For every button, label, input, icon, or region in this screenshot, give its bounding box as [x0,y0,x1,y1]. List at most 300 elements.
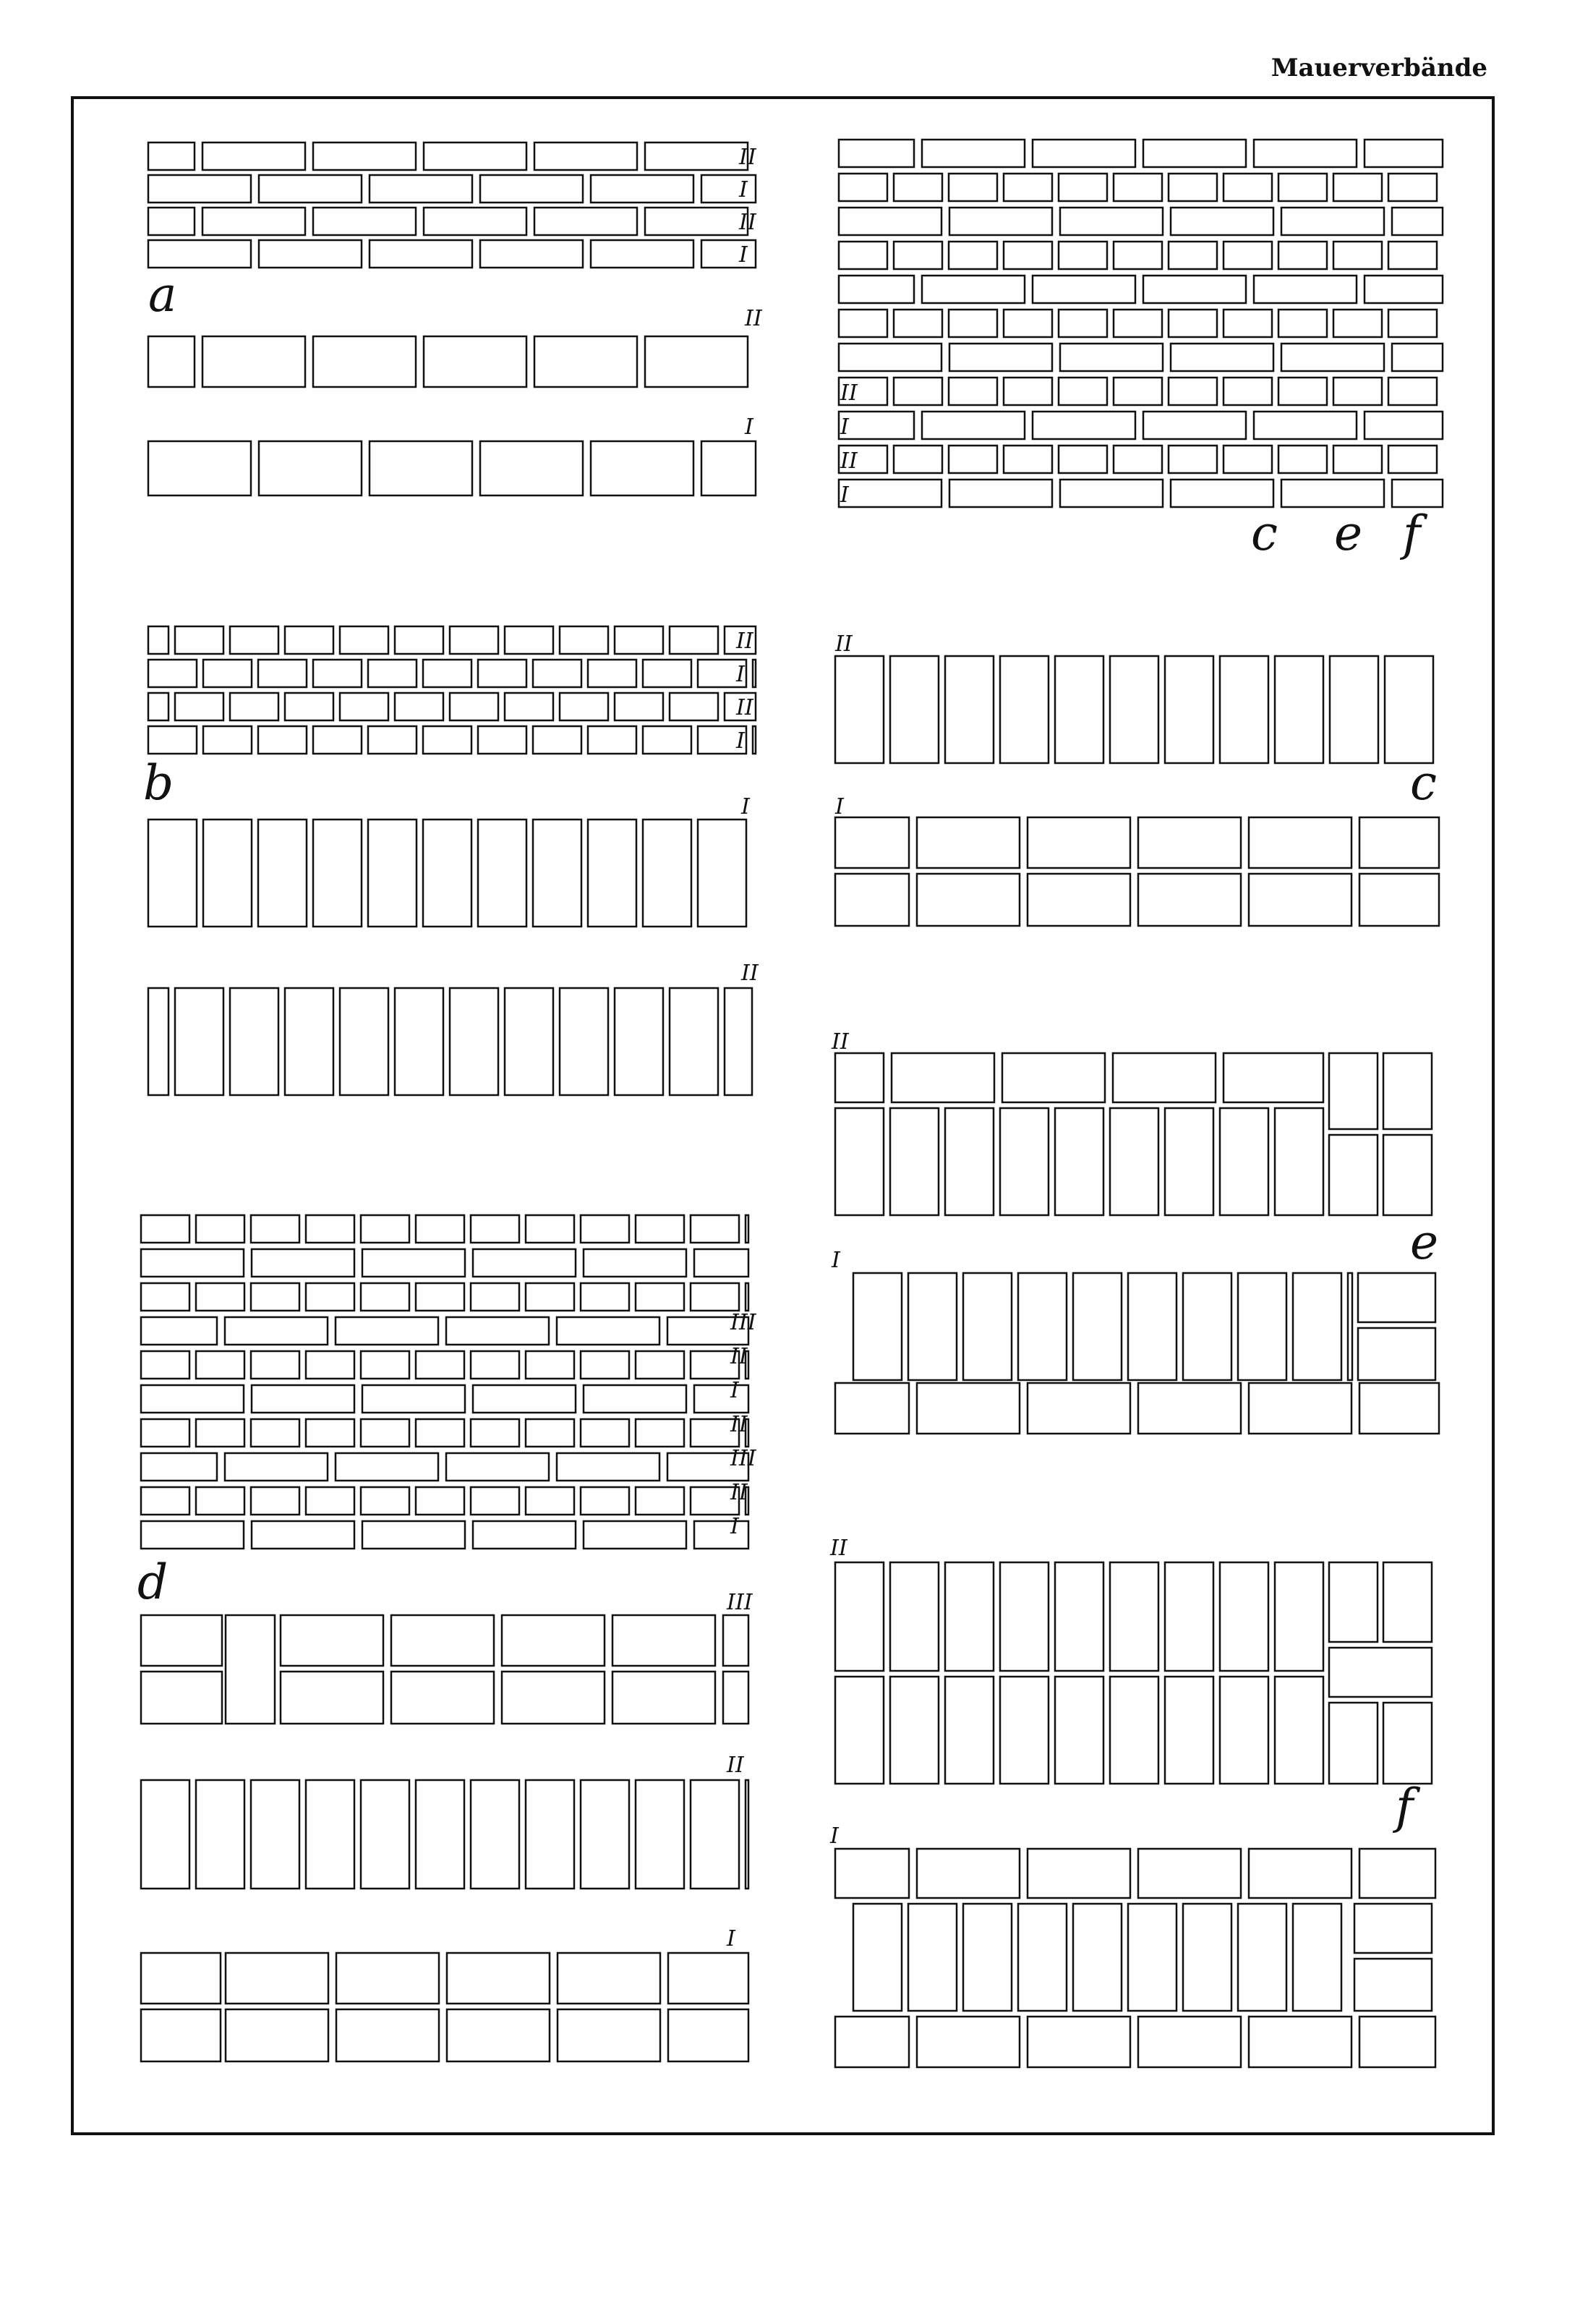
plan-brick [336,2009,439,2061]
header-brick [615,626,663,654]
plan-brick [668,2009,748,2061]
fig-cef-course-mark: II [840,448,858,474]
plan-brick [1018,1904,1067,2011]
plan-brick [725,988,752,1095]
header-brick [1224,174,1272,201]
plan-brick [505,988,553,1095]
plan-brick [1224,1053,1323,1102]
header-brick [230,693,278,720]
stretcher-brick [1143,276,1246,303]
plan-brick [478,820,526,927]
plan-brick [917,1849,1020,1898]
stretcher-brick [148,175,251,203]
plan-brick [285,988,333,1095]
header-brick [636,1487,684,1515]
plan-brick [1002,1053,1105,1102]
header-brick [1059,378,1107,405]
plan-brick [1000,1562,1049,1671]
plan-brick [1238,1904,1286,2011]
header-brick [230,626,278,654]
fig-d-plan-course-mark: III [727,1590,753,1615]
plan-brick [306,1780,354,1889]
header-brick [753,726,756,754]
stretcher-brick [922,412,1025,439]
plan-brick [917,2017,1020,2067]
stretcher-brick [1171,208,1273,235]
fig-c-plan-course-mark: II [835,631,853,657]
stretcher-brick [839,344,941,371]
fig-b-course-mark: I [736,728,745,754]
plan-brick [1138,817,1241,868]
plan-brick [391,1672,494,1724]
plan-brick [723,1672,748,1724]
header-brick [306,1215,354,1243]
header-brick [471,1283,519,1311]
plan-brick [1238,1273,1286,1380]
plan-brick [1000,1108,1049,1215]
plan-brick [1359,2017,1435,2067]
plan-brick [1359,874,1439,926]
stretcher-brick [473,1249,576,1277]
plan-brick [945,1108,994,1215]
plan-brick [1383,1135,1432,1215]
header-brick [416,1283,464,1311]
figure-label-e-top: e [1334,506,1363,561]
plan-brick [701,441,756,495]
stretcher-brick [141,1317,217,1345]
header-brick [1224,310,1272,337]
fig-a-course-mark: II [739,210,756,235]
header-brick [1388,242,1437,269]
plan-brick [670,988,718,1095]
plan-brick [835,1108,884,1215]
header-brick [526,1351,574,1379]
stretcher-brick [480,175,583,203]
header-brick [148,726,197,754]
stretcher-brick [645,142,748,170]
plan-brick [1028,1849,1130,1898]
plan-brick [1183,1273,1231,1380]
plan-brick [1110,1677,1158,1784]
header-brick [894,242,942,269]
header-brick [894,310,942,337]
stretcher-brick [839,208,941,235]
header-brick [340,626,388,654]
plan-brick [945,1562,994,1671]
plan-brick [340,988,388,1095]
header-brick [416,1215,464,1243]
stretcher-brick [1365,140,1443,167]
plan-brick [361,1780,409,1889]
header-brick [251,1419,299,1447]
stretcher-brick [1254,276,1357,303]
header-brick [471,1487,519,1515]
plan-brick [447,2009,550,2061]
header-brick [1169,242,1217,269]
plan-brick [643,820,691,927]
header-brick [1004,446,1052,473]
header-brick [203,726,252,754]
header-brick [1278,242,1327,269]
stretcher-brick [1033,276,1135,303]
stretcher-brick [446,1317,549,1345]
plan-brick [1138,2017,1241,2067]
plan-brick [1128,1904,1177,2011]
plan-brick [1329,1648,1432,1697]
plan-brick [668,1953,748,2004]
plan-brick [1055,1677,1103,1784]
plan-brick [963,1273,1012,1380]
header-brick [1059,174,1107,201]
header-brick [560,693,608,720]
header-brick [636,1351,684,1379]
header-brick [478,660,526,687]
fig-a-plan-course-mark: I [745,414,753,440]
plan-brick [259,441,362,495]
plan-brick [1073,1904,1122,2011]
stretcher-brick [1060,208,1163,235]
stretcher-brick [922,140,1025,167]
header-brick [141,1283,189,1311]
stretcher-brick [1281,480,1384,507]
plan-brick [890,1108,939,1215]
header-brick [368,660,417,687]
stretcher-brick [148,142,195,170]
stretcher-brick [336,1317,438,1345]
header-brick [306,1283,354,1311]
stretcher-brick [252,1385,354,1413]
stretcher-brick [1143,140,1246,167]
header-brick [175,693,223,720]
header-brick [141,1351,189,1379]
header-brick [368,726,417,754]
header-brick [526,1283,574,1311]
stretcher-brick [202,142,305,170]
plan-brick [281,1615,383,1666]
header-brick [361,1215,409,1243]
stretcher-brick [424,142,526,170]
plan-brick [1000,1677,1049,1784]
plan-brick [835,2017,909,2067]
plan-brick [892,1053,994,1102]
plan-brick [917,817,1020,868]
header-brick [581,1215,629,1243]
header-brick [526,1487,574,1515]
plan-brick [890,1562,939,1671]
plan-brick [1275,656,1323,763]
header-brick [1114,378,1162,405]
fig-b-course-mark: II [736,695,753,720]
plan-brick [1359,1849,1435,1898]
plan-brick [1000,656,1049,763]
plan-brick [336,1953,439,2004]
plan-brick [963,1904,1012,2011]
fig-c-plan-course-mark: I [835,794,844,820]
fig-cef-course-mark: II [840,380,858,406]
plan-brick [1348,1273,1352,1380]
header-brick [1169,446,1217,473]
stretcher-brick [1060,344,1163,371]
fig-b-plan-course-mark: I [741,794,750,820]
header-brick [423,660,471,687]
stretcher-brick [645,208,748,235]
header-brick [1278,174,1327,201]
header-brick [581,1487,629,1515]
stretcher-brick [1392,344,1443,371]
plan-brick [645,336,748,387]
header-brick [1224,378,1272,405]
plan-brick [447,1953,550,2004]
header-brick [1114,174,1162,201]
plan-brick [148,441,251,495]
header-brick [395,626,443,654]
header-brick [471,1215,519,1243]
header-brick [361,1487,409,1515]
stretcher-brick [313,208,416,235]
fig-b-course-mark: I [736,662,745,687]
fig-d-course-mark: I [730,1378,739,1403]
header-brick [251,1351,299,1379]
header-brick [306,1351,354,1379]
plan-brick [141,1953,221,2004]
stretcher-brick [839,480,941,507]
fig-a-course-mark: I [739,242,748,268]
fig-f-plan-course-mark: II [830,1536,847,1561]
plan-brick [835,1053,884,1102]
header-brick [839,242,887,269]
header-brick [636,1283,684,1311]
header-brick [471,1351,519,1379]
header-brick [340,693,388,720]
stretcher-brick [313,142,416,170]
plan-brick [1220,1562,1268,1671]
fig-cef-course-mark: I [840,414,849,440]
stretcher-brick [584,1521,686,1549]
stretcher-brick [473,1385,576,1413]
plan-brick [1249,1383,1351,1434]
fig-d-plan-course-mark: II [727,1753,744,1778]
plan-brick [558,1953,660,2004]
stretcher-brick [922,276,1025,303]
header-brick [1169,310,1217,337]
header-brick [753,660,756,687]
plan-brick [1128,1273,1177,1380]
header-brick [313,726,362,754]
header-brick [471,1419,519,1447]
plan-brick [471,1780,519,1889]
plan-brick [226,2009,328,2061]
header-brick [691,1283,739,1311]
stretcher-brick [424,208,526,235]
stretcher-brick [1365,276,1443,303]
stretcher-brick [362,1521,465,1549]
plan-brick [560,988,608,1095]
plan-brick [1358,1328,1435,1380]
header-brick [148,693,168,720]
plan-brick [636,1780,684,1889]
stretcher-brick [1254,140,1357,167]
stretcher-brick [370,240,472,268]
plan-brick [1385,656,1433,763]
header-brick [1388,174,1437,201]
stretcher-brick [1171,480,1273,507]
figure-label-f: f [1396,1779,1414,1834]
stretcher-brick [534,208,637,235]
header-brick [949,378,997,405]
plan-brick [1358,1273,1435,1322]
stretcher-brick [259,175,362,203]
stretcher-brick [259,240,362,268]
stretcher-brick [141,1385,244,1413]
plan-brick [890,656,939,763]
plan-brick [1055,1562,1103,1671]
plan-brick [1275,1108,1323,1215]
header-brick [361,1283,409,1311]
plan-brick [148,988,168,1095]
plan-brick [1329,1703,1378,1784]
header-brick [196,1487,244,1515]
plan-brick [853,1904,902,2011]
stretcher-brick [336,1453,438,1481]
stretcher-brick [141,1453,217,1481]
plan-brick [1055,656,1103,763]
header-brick [196,1351,244,1379]
brick-layer [141,140,1443,2067]
header-brick [306,1487,354,1515]
header-brick [1333,242,1382,269]
header-brick [533,660,581,687]
stretcher-brick [1060,480,1163,507]
header-brick [141,1215,189,1243]
stretcher-brick [584,1249,686,1277]
plan-brick [1329,1135,1378,1215]
plan-brick [258,820,307,927]
header-brick [416,1487,464,1515]
stretcher-brick [557,1453,659,1481]
stretcher-brick [225,1317,328,1345]
header-brick [894,446,942,473]
stretcher-brick [1392,208,1443,235]
plan-brick [1183,1904,1231,2011]
stretcher-brick [141,1521,244,1549]
plan-brick [1138,874,1241,926]
figure-label-c: c [1410,755,1437,811]
header-brick [1388,446,1437,473]
fig-a-plan-course-mark: II [745,306,762,331]
figure-label-b: b [143,755,174,811]
header-brick [285,693,333,720]
plan-brick [1275,1562,1323,1671]
plan-brick [450,988,498,1095]
figure-label-e: e [1410,1214,1439,1270]
stretcher-brick [148,240,251,268]
plan-brick [1249,817,1351,868]
stretcher-brick [362,1385,465,1413]
figure-label-c-top: c [1251,506,1278,561]
fig-d-course-mark: III [730,1310,756,1335]
plan-brick [1028,817,1130,868]
fig-d-course-mark: II [730,1412,748,1437]
header-brick [1333,174,1382,201]
header-brick [361,1351,409,1379]
stretcher-brick [839,276,914,303]
plan-brick [917,1383,1020,1434]
stretcher-brick [534,142,637,170]
fig-a-course-mark: I [739,177,748,203]
header-brick [1059,242,1107,269]
header-brick [526,1215,574,1243]
plan-brick [141,1672,222,1724]
header-brick [1333,378,1382,405]
header-brick [423,726,471,754]
plan-brick [835,656,884,763]
header-brick [894,378,942,405]
plan-brick [1165,656,1213,763]
plan-brick [1383,1053,1432,1129]
fig-d-course-mark: I [730,1514,739,1539]
plan-brick [226,1615,275,1724]
header-brick [1169,378,1217,405]
stretcher-brick [225,1453,328,1481]
plan-brick [141,1615,222,1666]
plan-brick [1354,1904,1432,1953]
stretcher-brick [1033,412,1135,439]
plan-brick [588,820,636,927]
plan-brick [526,1780,574,1889]
plan-brick [1138,1383,1241,1434]
stretcher-brick [370,175,472,203]
header-brick [196,1419,244,1447]
header-brick [1333,446,1382,473]
header-brick [258,660,307,687]
stretcher-brick [839,140,914,167]
stretcher-brick [1281,344,1384,371]
stretcher-brick [473,1521,576,1549]
stretcher-brick [252,1521,354,1549]
stretcher-brick [591,175,693,203]
plan-brick [890,1677,939,1784]
plan-brick [1138,1849,1241,1898]
header-brick [450,693,498,720]
header-brick [691,1215,739,1243]
plan-brick [1383,1562,1432,1642]
plan-brick [368,820,417,927]
header-brick [1224,446,1272,473]
header-brick [395,693,443,720]
header-brick [1114,242,1162,269]
stretcher-brick [949,208,1052,235]
header-brick [1059,310,1107,337]
plan-brick [698,820,746,927]
header-brick [643,726,691,754]
stretcher-brick [584,1385,686,1413]
plan-brick [1165,1108,1213,1215]
plan-brick [281,1672,383,1724]
header-brick [894,174,942,201]
fig-a-course-mark: II [739,145,756,170]
header-brick [148,660,197,687]
plan-brick [1329,1053,1378,1129]
fig-cef-course-mark: I [840,482,849,508]
plan-brick [746,1780,748,1889]
header-brick [615,693,663,720]
header-brick [588,660,636,687]
stretcher-brick [362,1249,465,1277]
plan-brick [723,1615,748,1666]
stretcher-brick [1281,208,1384,235]
header-brick [746,1283,748,1311]
plan-brick [395,988,443,1095]
